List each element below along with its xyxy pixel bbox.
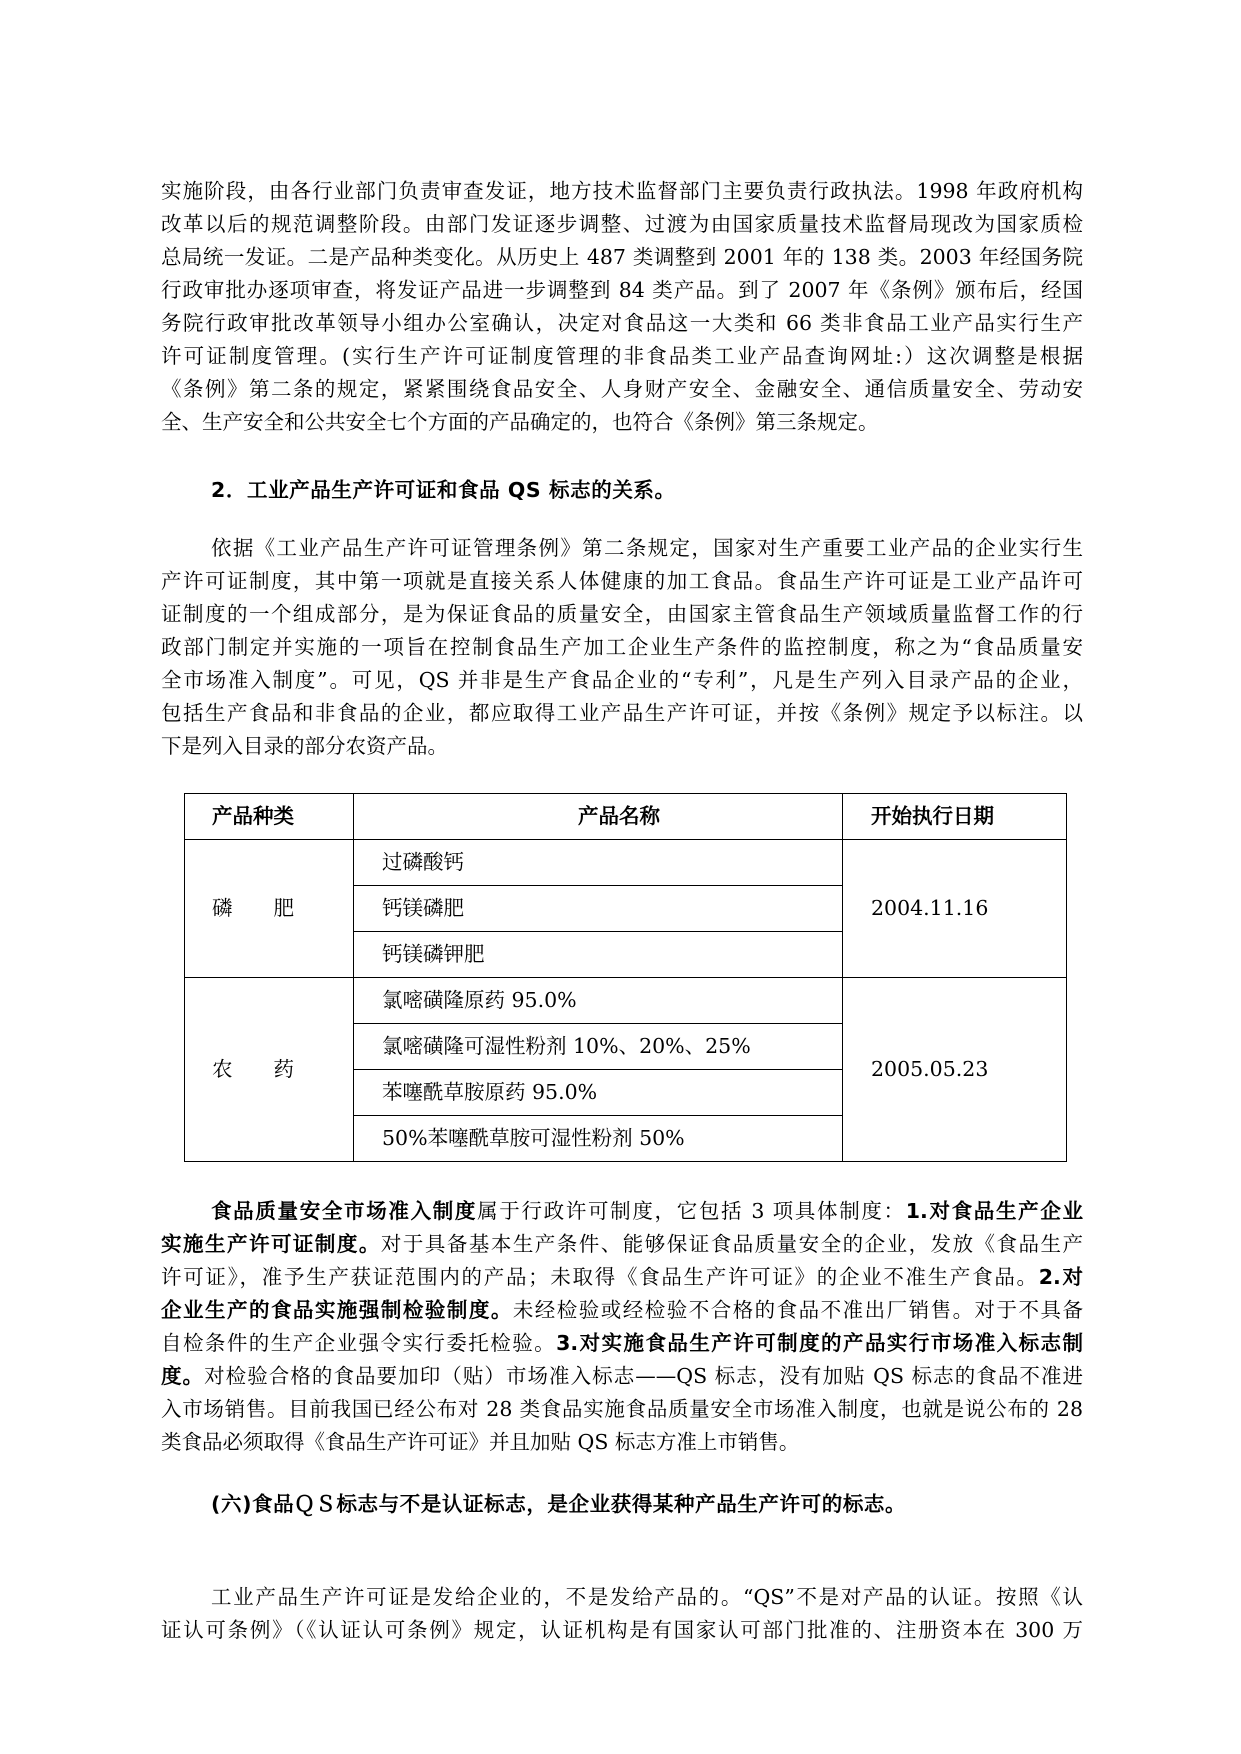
paragraph-line	[161, 1261, 1083, 1294]
paragraph-line	[161, 1327, 1083, 1360]
bold-text: 1.对食品生产企业	[905, 1199, 1083, 1223]
paragraph-line: 工业产品生产许可证是发给企业的，不是发给产品的。“QS”不是对产品的认证。按照《认	[211, 1585, 1083, 1609]
paragraph-line: 证认可条例》（《认证认可条例》规定，认证机构是有国家认可部门批准的、注册资本在 300 万	[161, 1618, 1083, 1642]
paragraph-4	[161, 1581, 1083, 1647]
date-cell: 2004.11.16	[843, 840, 1067, 978]
product-cell: 50%苯噻酰草胺可湿性粉剂 50%	[354, 1116, 843, 1162]
header-category: 产品种类	[185, 794, 354, 840]
product-cell: 过磷酸钙	[354, 840, 843, 886]
paragraph-line: 政部门制定并实施的一项旨在控制食品生产加工企业生产条件的监控制度，称之为“食品质量安	[161, 635, 1083, 659]
bold-text: 3.对实施食品生产许可制度的产品实行市场准入标志制	[556, 1331, 1083, 1355]
category-cell: 农 药	[185, 978, 354, 1162]
paragraph-line: 依据《工业产品生产许可证管理条例》第二条规定，国家对生产重要工业产品的企业实行生	[211, 536, 1083, 560]
paragraph-line: 《条例》第二条的规定，紧紧围绕食品安全、人身财产安全、金融安全、通信质量安全、劳动安	[161, 377, 1083, 401]
product-cell: 钙镁磷钾肥	[354, 932, 843, 978]
section-heading: 2．工业产品生产许可证和食品 QS 标志的关系。	[211, 478, 676, 502]
paragraph-1	[161, 175, 1083, 439]
product-cell: 苯噻酰草胺原药 95.0%	[354, 1070, 843, 1116]
paragraph-line: 包括生产食品和非食品的企业，都应取得工业产品生产许可证，并按《条例》规定予以标注。以	[161, 701, 1083, 725]
paragraph-line	[211, 1195, 1083, 1228]
header-start-date: 开始执行日期	[843, 794, 1067, 840]
bold-text: 食品质量安全市场准入制度	[211, 1199, 478, 1223]
paragraph-line: 下是列入目录的部分农资产品。	[161, 734, 448, 758]
paragraph-line: 实施阶段，由各行业部门负责审查发证，地方技术监督部门主要负责行政执法。1998 年政府机构	[161, 179, 1083, 203]
product-cell: 氯嘧磺隆原药 95.0%	[354, 978, 843, 1024]
text-run: 属于行政许可制度，它包括 3 项具体制度：	[477, 1199, 906, 1223]
text-run: 入市场销售。目前我国已经公布对 28 类食品实施食品质量安全市场准入制度，也就是说公布的 28	[161, 1397, 1083, 1421]
text-run: 对检验合格的食品要加印（贴）市场准入标志——QS 标志，没有加贴 QS 标志的食品不准进	[204, 1364, 1083, 1388]
paragraph-line: 许可证制度管理。(实行生产许可证制度管理的非食品类工业产品查询网址:）这次调整是根据	[161, 344, 1083, 368]
bold-text: 度。	[161, 1364, 205, 1388]
bold-text: 企业生产的食品实施强制检验制度。	[161, 1298, 513, 1322]
paragraph-line: 改革以后的规范调整阶段。由部门发证逐步调整、过渡为由国家质量技术监督局现改为国家质检	[161, 212, 1083, 236]
category-cell: 磷 肥	[185, 840, 354, 978]
paragraph-line: 总局统一发证。二是产品种类变化。从历史上 487 类调整到 2001 年的 138 类。2003 年经国务院	[161, 245, 1083, 269]
paragraph-line: 产许可证制度，其中第一项就是直接关系人体健康的加工食品。食品生产许可证是工业产品许可	[161, 569, 1083, 593]
table-header-row	[185, 794, 1067, 840]
product-cell: 钙镁磷肥	[354, 886, 843, 932]
product-cell: 氯嘧磺隆可湿性粉剂 10%、20%、25%	[354, 1024, 843, 1070]
paragraph-line: 务院行政审批改革领导小组办公室确认，决定对食品这一大类和 66 类非食品工业产品实行生产	[161, 311, 1083, 335]
text-run: 自检条件的生产企业强令实行委托检验。	[161, 1331, 557, 1355]
paragraph-line: 证制度的一个组成部分，是为保证食品的质量安全，由国家主管食品生产领域质量监督工作的行	[161, 602, 1083, 626]
paragraph-line	[161, 1426, 1083, 1459]
table-row	[185, 840, 1067, 886]
table-row	[185, 978, 1067, 1024]
header-product-name: 产品名称	[354, 794, 843, 840]
bold-text: 实施生产许可证制度。	[161, 1232, 381, 1256]
paragraph-line: 全、生产安全和公共安全七个方面的产品确定的，也符合《条例》第三条规定。	[161, 410, 879, 434]
product-table	[184, 793, 1067, 1162]
paragraph-3	[161, 1195, 1083, 1459]
text-run: 类食品必须取得《食品生产许可证》并且加贴 QS 标志方准上市销售。	[161, 1430, 800, 1454]
paragraph-line	[161, 1360, 1083, 1393]
paragraph-line	[161, 1393, 1083, 1426]
paragraph-2	[161, 532, 1083, 763]
text-run: 未经检验或经检验不合格的食品不准出厂销售。对于不具备	[512, 1298, 1083, 1322]
bold-text: 2.对	[1038, 1265, 1083, 1289]
paragraph-line	[161, 1228, 1083, 1261]
paragraph-line	[161, 1294, 1083, 1327]
paragraph-line: 行政审批办逐项审查，将发证产品进一步调整到 84 类产品。到了 2007 年《条例》颁布后，经国	[161, 278, 1083, 302]
date-cell: 2005.05.23	[843, 978, 1067, 1162]
text-run: 许可证》，准予生产获证范围内的产品；未取得《食品生产许可证》的企业不准生产食品。	[161, 1265, 1039, 1289]
section-heading: (六)食品ＱＳ标志与不是认证标志，是企业获得某种产品生产许可的标志。	[211, 1492, 907, 1516]
paragraph-line: 全市场准入制度”。可见，QS 并非是生产食品企业的“专利”，凡是生产列入目录产品的企业，	[161, 668, 1083, 692]
text-run: 对于具备基本生产条件、能够保证食品质量安全的企业，发放《食品生产	[380, 1232, 1083, 1256]
